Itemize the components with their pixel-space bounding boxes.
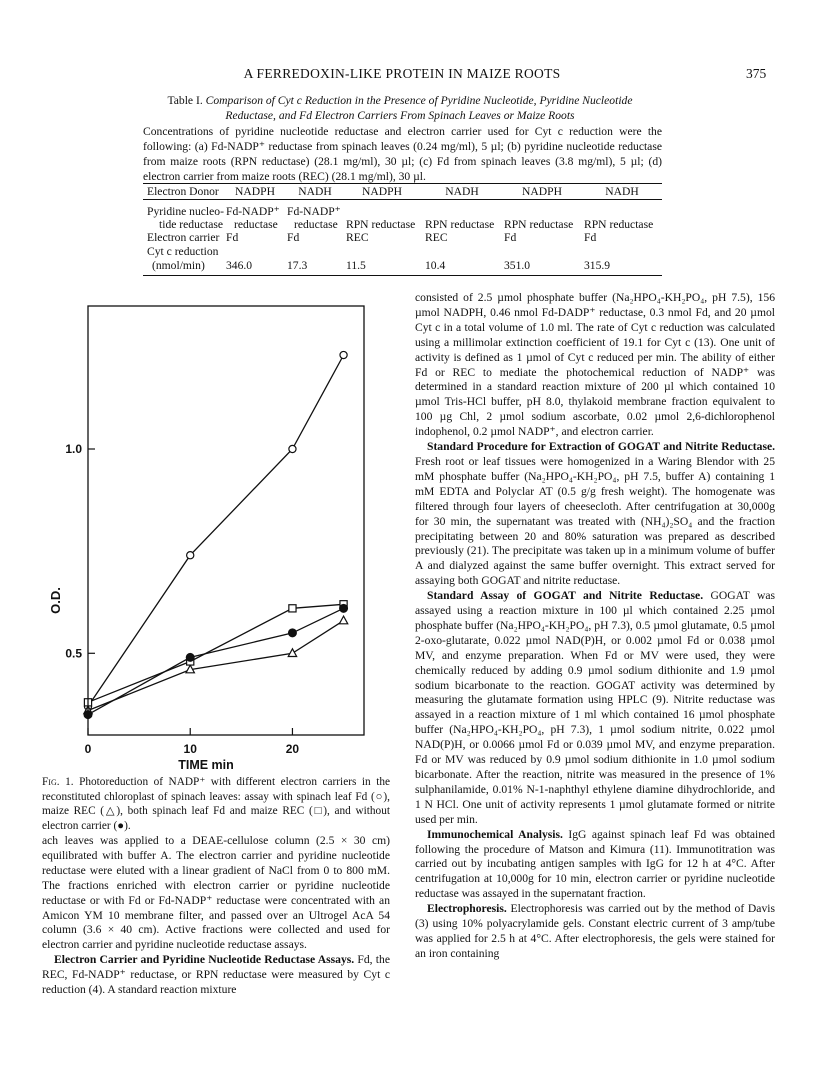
left-paragraph-2-text: Fd, the REC, Fd-NADP⁺ reductase, or RPN reductase were measured by Cyt c reduction (4). A standard reaction mixture (42, 953, 390, 997)
donor-2: NADH (298, 185, 332, 198)
reductase-2-l1: Fd-NADP⁺ (287, 205, 341, 218)
data-point-open-square (289, 605, 296, 612)
table-stub-header: Electron Donor (147, 185, 219, 198)
reductase-1-l1: Fd-NADP⁺ (226, 205, 280, 218)
carrier-1: Fd (226, 231, 239, 244)
section-heading-assays: Electron Carrier and Pyridine Nucleotide Reductase Assays. (54, 953, 355, 967)
left-paragraph-1: ach leaves was applied to a DEAE-cellulose column (2.5 × 30 cm) equilibrated with buffer A. The electron carrier and pyridine nucleotide reductase were eluted with a linear gradient of NaCl from 0 to 800 mM. The fractions enriched with electron carrier or pyridine nucleotide reductase or with Fd or Fd-NADP⁺ reductase were concentrated with an Amicon YM 10 membrane filter, and passed over an Ultrogel AcA 54 column (3.6 × 40 cm). Active fractions were collected and used for electron carrier and pyridine nucleotide reductase assays. (42, 834, 390, 952)
data-point-open-circle (187, 552, 194, 559)
reductase-4: RPN reductase (425, 218, 495, 231)
x-axis-label: TIME min (178, 758, 234, 770)
table-caption-line1 (120, 93, 680, 108)
section-heading-extraction: Standard Procedure for Extraction of GOGAT and Nitrite Reductase. (427, 440, 775, 454)
figure-label: Fig. 1. (42, 776, 74, 788)
donor-6: NADH (605, 185, 639, 198)
cyt-value-6: 315.9 (584, 259, 611, 272)
data-point-open-triangle (288, 649, 296, 657)
y-tick-label: 1.0 (65, 442, 82, 456)
left-paragraph-2 (42, 953, 390, 998)
cyt-value-3: 11.5 (346, 259, 366, 272)
donor-5: NADPH (522, 185, 562, 198)
series-line-open-circle (88, 355, 344, 706)
right-paragraph-3-text: GOGAT was assayed using a reaction mixture in 100 µl which contained 2.25 µmol phosphate buffer (Na₂HPO₄-KH₂PO₄, pH 7.3), 0.5 µmol glutamate, 0.5 µmol 2-oxo-glutarate, 0.022 µmol NAD(P)H, or 0.002 µmol Fd or 0.038 µmol MV, and enzyme preparation. When Fd or MV were used, they were chemically reduced by adding 0.9 µmol sodium dithionite and 1.9 µmol sodium bicarbonate to the reaction. GOGAT activity was determined by measuring the glutamate formation using HPLC (9). Nitrite reductase was assayed in a reaction mixture of 1 ml which contained 16 µmol phosphate buffer (Na₂HPO₄-KH₂PO₄, pH 7.3), 1 µmol sodium nitrite, 0.022 µmol NAD(P)H, or 0.0066 µmol Fd or 0.039 µmol MV, and enzyme preparation. Fd or MV was reduced by 0.9 µmol sodium dithionite in 1.0 µmol sodium bicarbonate. After the reaction, nitrite was measured in the presence of 1% sulphanilamide, 0.01% N-1-naphthyl ethylene diamine dihydrochloride, and 1 N HCl. One unit of activity represents 1 µmol glutamate formed or nitrite used per min. (415, 589, 775, 826)
row-label-cyt-1: Cyt c reduction (147, 245, 219, 258)
section-heading-electrophoresis: Electrophoresis. (427, 902, 507, 916)
cyt-value-4: 10.4 (425, 259, 446, 272)
right-paragraph-2-text: Fresh root or leaf tissues were homogenized in a Waring Blendor with 25 mM phosphate buffer (Na₂HPO₄-KH₂PO₄, pH 7.5, buffer A) containing 1 mM EDTA and Polyclar AT (0.5 g/g fresh weight). The homogenate was filtered through four layers of cheesecloth. After centrifugation at 30,000g for 30 min, the supernatant was treated with (NH₄)₂SO₄ and the fraction precipitating between 20 and 80% saturation was prepared as described previously (21). The precipitate was taken up in a minimum volume of buffer A and dialyzed against the same buffer overnight. This extract served for assaying both GOGAT and nitrite reductase. (415, 454, 775, 588)
data-point-open-circle (289, 445, 296, 452)
left-column (42, 834, 390, 998)
right-paragraph-5-text: Electrophoresis was carried out by the method of Davis (3) using 10% polyacrylamide gels. Constant electric current of 3 amp/tube was applied for 2.5 h at 4°C. After electrophoresis, the gels were stained for an iron containing (415, 902, 775, 960)
right-paragraph-5 (415, 902, 775, 962)
reductase-6: RPN reductase (584, 218, 654, 231)
page-number: 375 (746, 66, 767, 81)
row-label-cyt-2: (nmol/min) (152, 259, 205, 272)
plot-frame (88, 306, 364, 735)
y-axis-label: O.D. (48, 587, 63, 614)
figure-caption (42, 775, 390, 833)
data-point-filled-circle (186, 653, 194, 661)
right-paragraph-4-text: IgG against spinach leaf Fd was obtained following the procedure of Matson and Kimura (11). Immunotitration was carried out by incubating antigen samples with IgG for 12 h at 4°C. After centrifugation at 10,000g for 10 min, electron carrier or pyridine nucleotide reductase was assayed in the supernatant fraction. (415, 827, 775, 901)
series-line-open-square (88, 604, 344, 702)
cyt-value-2: 17.3 (287, 259, 308, 272)
x-tick-label: 0 (84, 742, 92, 756)
reductase-5: RPN reductase (504, 218, 574, 231)
y-tick-label: 0.5 (65, 646, 82, 661)
row-label-reductase-1: Pyridine nucleo- (147, 205, 224, 218)
carrier-3: REC (346, 231, 369, 244)
table-title-2: Reductase, and Fd Electron Carriers From Spinach Leaves or Maize Roots (225, 109, 575, 122)
section-heading-immuno: Immunochemical Analysis. (427, 827, 563, 841)
reductase-3: RPN reductase (346, 218, 416, 231)
table-rule-bottom (143, 275, 662, 276)
data-point-filled-circle (340, 604, 348, 612)
right-paragraph-2 (415, 440, 775, 589)
data-point-open-triangle (339, 616, 347, 624)
right-paragraph-4 (415, 828, 775, 903)
table-rule-top (143, 183, 662, 184)
data-point-filled-circle (288, 629, 296, 637)
carrier-6: Fd (584, 231, 597, 244)
right-paragraph-3 (415, 589, 775, 828)
right-paragraph-1: consisted of 2.5 µmol phosphate buffer (Na₂HPO₄-KH₂PO₄, pH 7.5), 156 µmol NADPH, 0.46 nmol Fd-DADP⁺ reductase, 0.3 nmol Fd, and 20 µmol Cyt c in a total volume of 1.0 ml. The rate of Cyt c reduction was calculated using a millimolar extinction coefficient of 19.1 for Cyt c (13). One unit of activity is defined as 1 µmol of Cyt c reduced per min. The ability of either Fd or REC to mediate the photochemical reduction of NADP⁺ was determined in a standard reaction mixture of 200 µl which contained 10 µmol Tris-HCl buffer, pH 8.0, thylakoid membrane fraction equivalent to 100 µg Chl, 2 µmol sodium ascorbate, 0.02 µmol 2,6-dichlorophenol indophenol, 0.2 µmol NADP⁺, and electron carrier. (415, 291, 775, 439)
reductase-2-l2: reductase (294, 218, 338, 231)
table-title-1: Comparison of Cyt c Reduction in the Presence of Pyridine Nucleotide, Pyridine Nucleotide (205, 94, 633, 107)
series-line-filled-circle (88, 608, 344, 714)
carrier-5: Fd (504, 231, 517, 244)
table-caption-line2 (120, 108, 680, 123)
table-rule-mid (143, 199, 662, 200)
x-tick-label: 20 (285, 742, 300, 756)
cyt-value-1: 346.0 (226, 259, 253, 272)
row-label-reductase-2: tide reductase (159, 218, 224, 231)
table-footnote: Concentrations of pyridine nucleotide reductase and electron carrier used for Cyt c reduction were the following: (a) Fd-NADP⁺ reductase from spinach leaves (0.24 mg/ml), 5 µl; (b) pyridine nucleotide reductase from maize roots (RPN reductase) (28.1 mg/ml), 30 µl; (c) Fd from spinach leaves (3.8 mg/ml), 5 µl; (d) electron carrier from maize roots (REC) (28.1 mg/ml), 30 µl. (143, 125, 662, 183)
running-head: A FERREDOXIN-LIKE PROTEIN IN MAIZE ROOTS (243, 66, 561, 81)
x-tick-label: 10 (183, 742, 197, 756)
carrier-2: Fd (287, 231, 300, 244)
table-label: Table I. (167, 94, 203, 107)
donor-3: NADPH (362, 185, 402, 198)
section-heading-assay: Standard Assay of GOGAT and Nitrite Reductase. (427, 589, 704, 603)
donor-1: NADPH (235, 185, 275, 198)
figure-chart (46, 300, 386, 770)
reductase-1-l2: reductase (234, 218, 278, 231)
figure-caption-text: Photoreduction of NADP⁺ with different electron carriers in the reconstituted chloroplast of spinach leaves: assay with spinach leaf Fd (○), maize REC (△), both spinach leaf Fd and maize REC (□), and without electron carrier (●). (42, 776, 390, 832)
carrier-4: REC (425, 231, 448, 244)
series-line-open-triangle (88, 621, 344, 711)
donor-4: NADH (445, 185, 479, 198)
right-column (415, 291, 775, 962)
cyt-value-5: 351.0 (504, 259, 531, 272)
data-point-open-circle (340, 351, 347, 358)
row-label-carrier: Electron carrier (147, 231, 220, 244)
